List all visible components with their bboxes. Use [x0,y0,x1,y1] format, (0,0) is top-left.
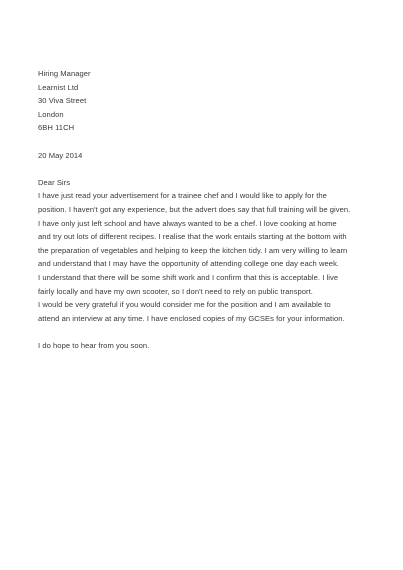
closing-block [38,339,383,353]
closing-line: I do hope to hear from you soon. [38,340,150,350]
address-line: 6BH 11CH [38,123,75,133]
body-line: fairly locally and have my own scooter, so I don't need to rely on public transport. [38,286,313,296]
body-line: the preparation of vegetables and helping to keep the kitchen tidy. I am very willing to learn [38,245,348,255]
body-line: I have just read your advertisement for a trainee chef and I would like to apply for the [38,191,327,201]
salutation: Dear Sirs [38,177,71,187]
body-line: I have only just left school and have always wanted to be a chef. I love cooking at home [38,218,337,228]
body-line: I understand that there will be some shift work and I confirm that this is acceptable. I live [38,272,339,282]
recipient-address [38,67,383,135]
letter-date-block [38,149,383,163]
letter [38,67,383,352]
body-line: position. I haven't got any experience, but the advert does say that full training will be given. [38,204,351,214]
address-line: 30 Viva Street [38,96,87,106]
letter-date: 20 May 2014 [38,150,83,160]
letter-body [38,176,383,326]
body-line: I would be very grateful if you would consider me for the position and I am available to [38,300,331,310]
body-line: and understand that I may have the opportunity of attending college one day each week. [38,259,340,269]
address-line: Learnist Ltd [38,82,79,92]
body-line: attend an interview at any time. I have enclosed copies of my GCSEs for your information. [38,313,345,323]
address-line: Hiring Manager [38,69,91,78]
address-line: London [38,109,64,119]
body-line: and try out lots of different recipes. I realise that the work entails starting at the bottom with [38,232,347,242]
